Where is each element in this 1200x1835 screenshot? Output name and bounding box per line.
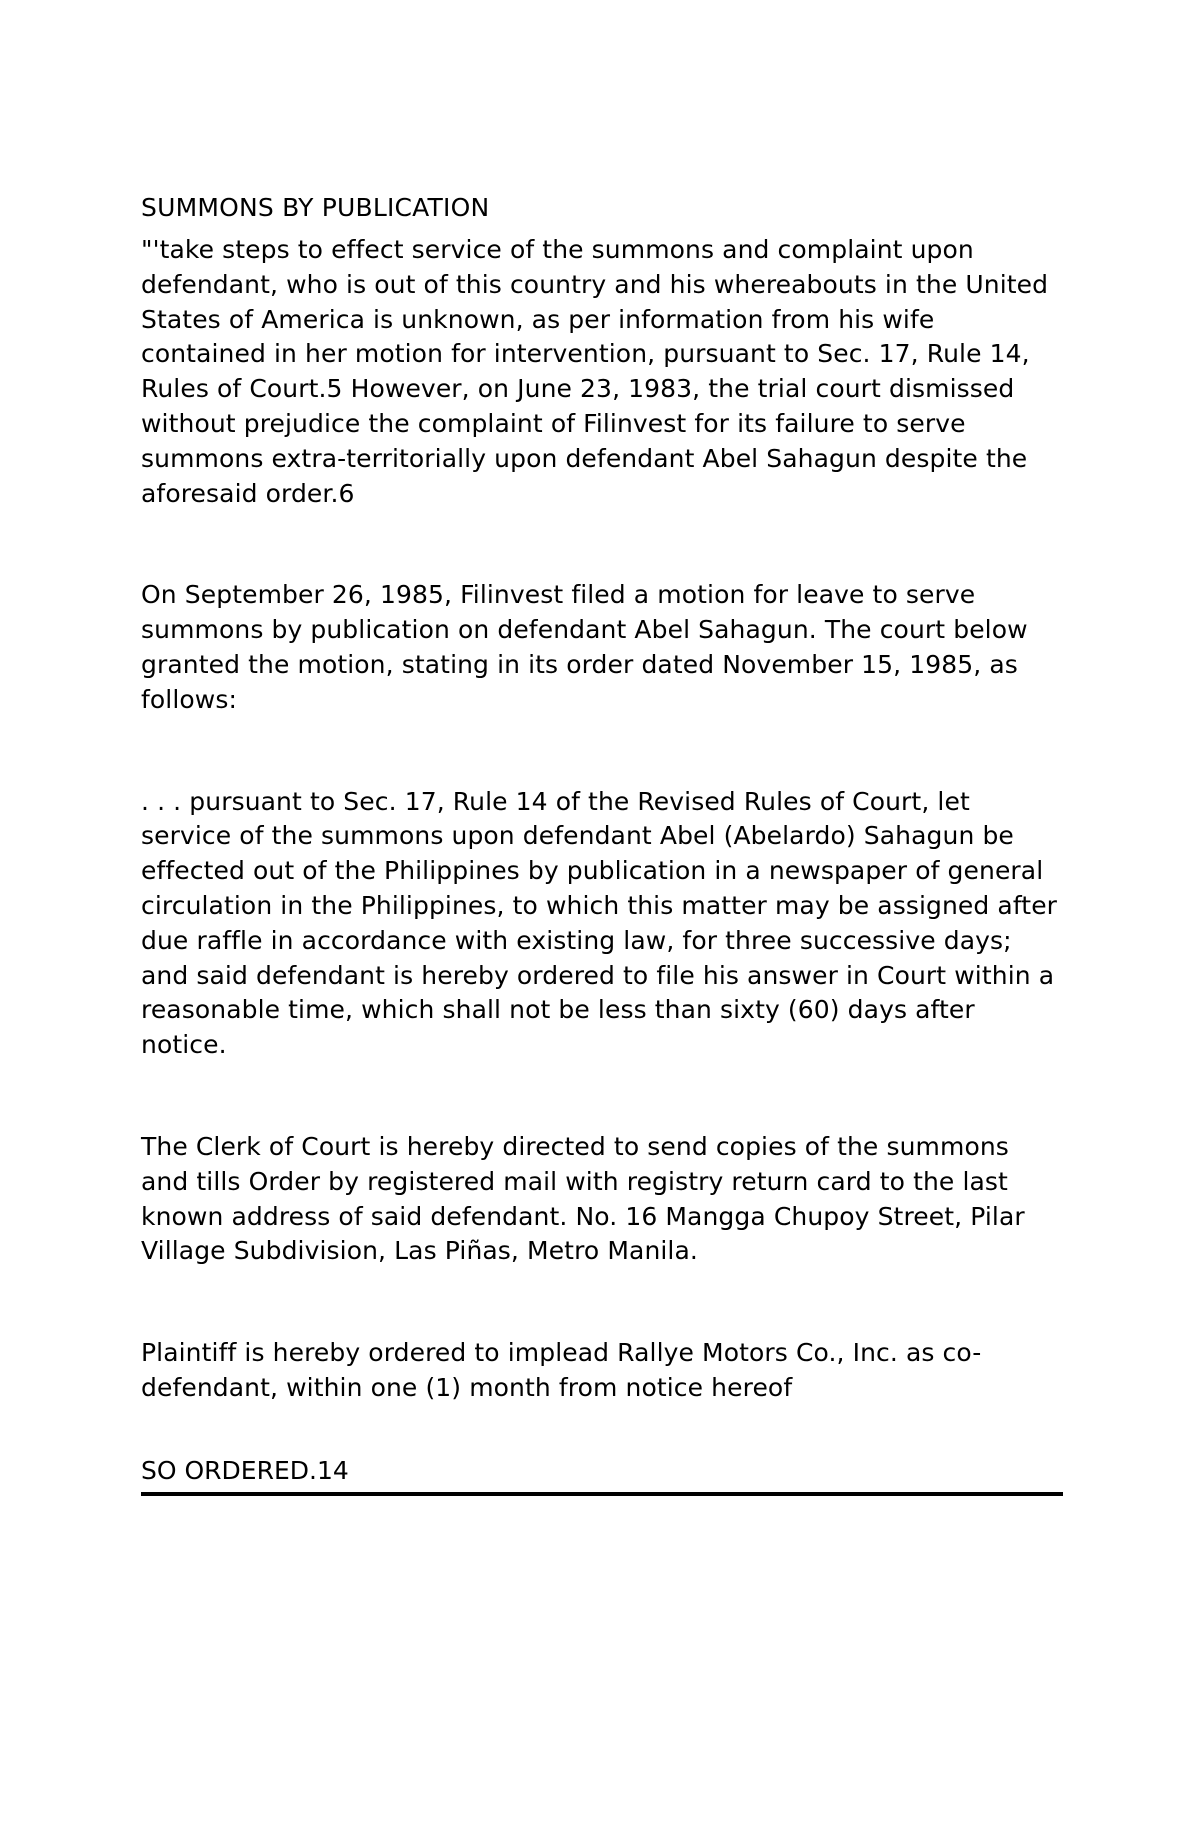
- document-body: [141, 190, 1063, 1496]
- paragraph-quoted-order: . . . pursuant to Sec. 17, Rule 14 of the Revised Rules of Court, let service of the summons upon defendant Abel (Abelardo) Sahagun be effected out of the Philippines by publication in a newspaper of general circulation in the Philippines, to which this matter may be assigned after due raffle in accordance with existing law, for three successive days; and said defendant is hereby ordered to file his answer in Court within a reasonable time, which shall not be less than sixty (60) days after notice.: [141, 786, 1058, 1060]
- closing-so-ordered: SO ORDERED.14: [141, 1454, 1063, 1496]
- paragraph-implead-order: Plaintiff is hereby ordered to implead Rallye Motors Co., Inc. as co-defendant, within one (1) month from notice hereof: [141, 1338, 982, 1402]
- paragraph-clerk-directive: The Clerk of Court is hereby directed to send copies of the summons and tills Order by registered mail with registry return card to the last known address of said defendant. No. 16 Mangga Chupoy Street, Pilar Village Subdivision, Las Piñas, Metro Manila.: [141, 1131, 1025, 1266]
- document-heading: SUMMONS BY PUBLICATION: [141, 193, 490, 222]
- paragraph-motion-for-publication: On September 26, 1985, Filinvest filed a motion for leave to serve summons by publication on defendant Abel Sahagun. The court below granted the motion, stating in its order dated November 15, 1985, as follows:: [141, 580, 1028, 714]
- paragraph-service-order: "'take steps to effect service of the summons and complaint upon defendant, who is out of this country and his whereabouts in the United States of America is unknown, as per information from his wife contained in her motion for intervention, pursuant to Sec. 17, Rule 14, Rules of Court.5 However, on June 23, 1983, the trial court dismissed without prejudice the complaint of Filinvest for its failure to serve summons extra-territorially upon defendant Abel Sahagun despite the aforesaid order.6: [141, 235, 1049, 508]
